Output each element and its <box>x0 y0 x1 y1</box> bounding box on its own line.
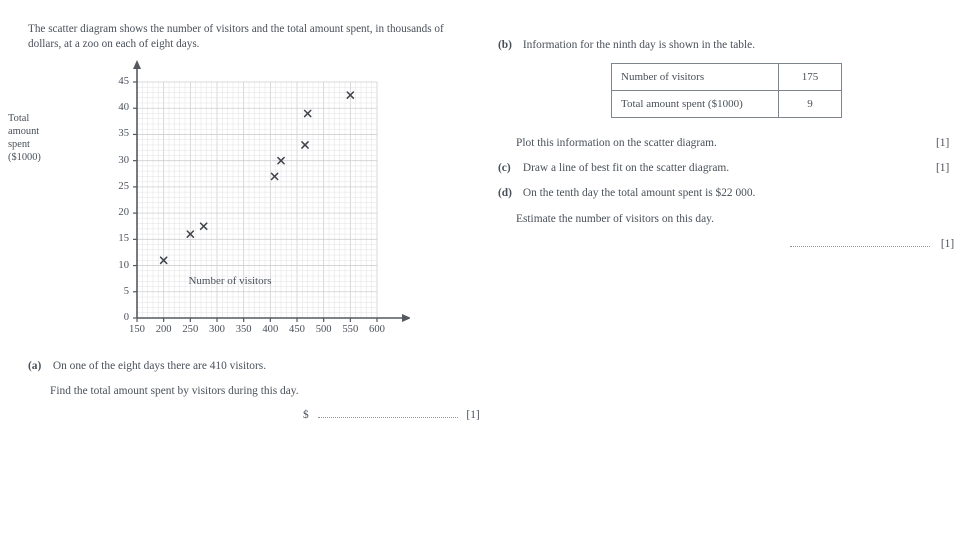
x-axis-tick-label: 600 <box>369 324 385 335</box>
table-cell-value: 175 <box>779 64 842 91</box>
y-axis-tick-label: 20 <box>118 207 129 219</box>
question-d-subtext: Estimate the number of visitors on this day. <box>516 213 714 225</box>
table-cell-value: 9 <box>779 91 842 118</box>
table-row <box>612 91 842 118</box>
question-b-text: Information for the ninth day is shown in the table. <box>522 39 756 51</box>
y-axis-tick-label: 10 <box>118 259 129 271</box>
x-axis-tick-label: 450 <box>289 324 305 335</box>
question-c <box>498 162 729 174</box>
table-cell-key: Number of visitors <box>612 64 779 91</box>
x-axis-tick-label: 350 <box>235 324 252 335</box>
x-axis-tick-label: 500 <box>315 324 332 335</box>
x-axis-title: Number of visitors <box>188 275 272 287</box>
y-axis-tick-label: 0 <box>123 312 129 323</box>
y-axis-tick-label: 40 <box>118 102 129 114</box>
answer-a-dotted-line[interactable] <box>318 408 458 418</box>
y-axis-tick-label: 5 <box>123 285 129 297</box>
y-axis-tick-label: 30 <box>118 154 129 166</box>
x-axis-tick-label: 300 <box>209 324 225 335</box>
question-c-text: Draw a line of best fit on the scatter diagram. <box>522 162 730 174</box>
data-point <box>201 223 207 229</box>
answer-line-d <box>790 237 954 250</box>
question-a-subtext: Find the total amount spent by visitors during this day. <box>50 385 299 397</box>
question-a-text: On one of the eight days there are 410 visitors. <box>52 360 267 372</box>
answer-d-mark: [1] <box>940 238 955 250</box>
question-b-mark: [1] <box>936 137 950 149</box>
question-a <box>28 360 266 372</box>
question-a-label: (a) <box>28 360 42 372</box>
answer-a-currency: $ <box>303 409 309 421</box>
question-d <box>498 187 755 199</box>
answer-d-dotted-line[interactable] <box>790 237 930 247</box>
y-axis-tick-label: 35 <box>118 128 129 140</box>
ninth-day-table <box>611 63 842 118</box>
question-b-label: (b) <box>498 39 512 51</box>
answer-a-mark: [1] <box>466 409 480 421</box>
question-d-text: On the tenth day the total amount spent is $22 000. <box>522 187 756 199</box>
question-c-label: (c) <box>498 162 511 174</box>
question-b <box>498 39 755 51</box>
table-row <box>612 64 842 91</box>
answer-line-a <box>303 408 480 421</box>
x-axis-tick-label: 250 <box>182 324 199 335</box>
scatter-diagram <box>60 58 410 358</box>
table-cell-key: Total amount spent ($1000) <box>612 91 779 118</box>
y-axis-tick-label: 15 <box>118 233 129 245</box>
y-axis-title: Total amount spent ($1000) <box>8 113 41 163</box>
x-axis-tick-label: 150 <box>129 324 145 335</box>
intro-text: The scatter diagram shows the number of visitors and the total amount spent, in thousands of dollars, at a zoo on each of eight days. <box>28 23 444 51</box>
y-axis-tick-label: 45 <box>118 76 129 87</box>
question-b-subtext: Plot this information on the scatter diagram. <box>516 137 717 149</box>
question-c-mark: [1] <box>936 162 950 174</box>
x-axis-tick-label: 400 <box>262 324 279 335</box>
y-axis-tick-label: 25 <box>118 180 129 192</box>
x-axis-tick-label: 550 <box>342 324 359 335</box>
question-d-label: (d) <box>498 187 512 199</box>
x-axis-tick-label: 200 <box>155 324 172 335</box>
